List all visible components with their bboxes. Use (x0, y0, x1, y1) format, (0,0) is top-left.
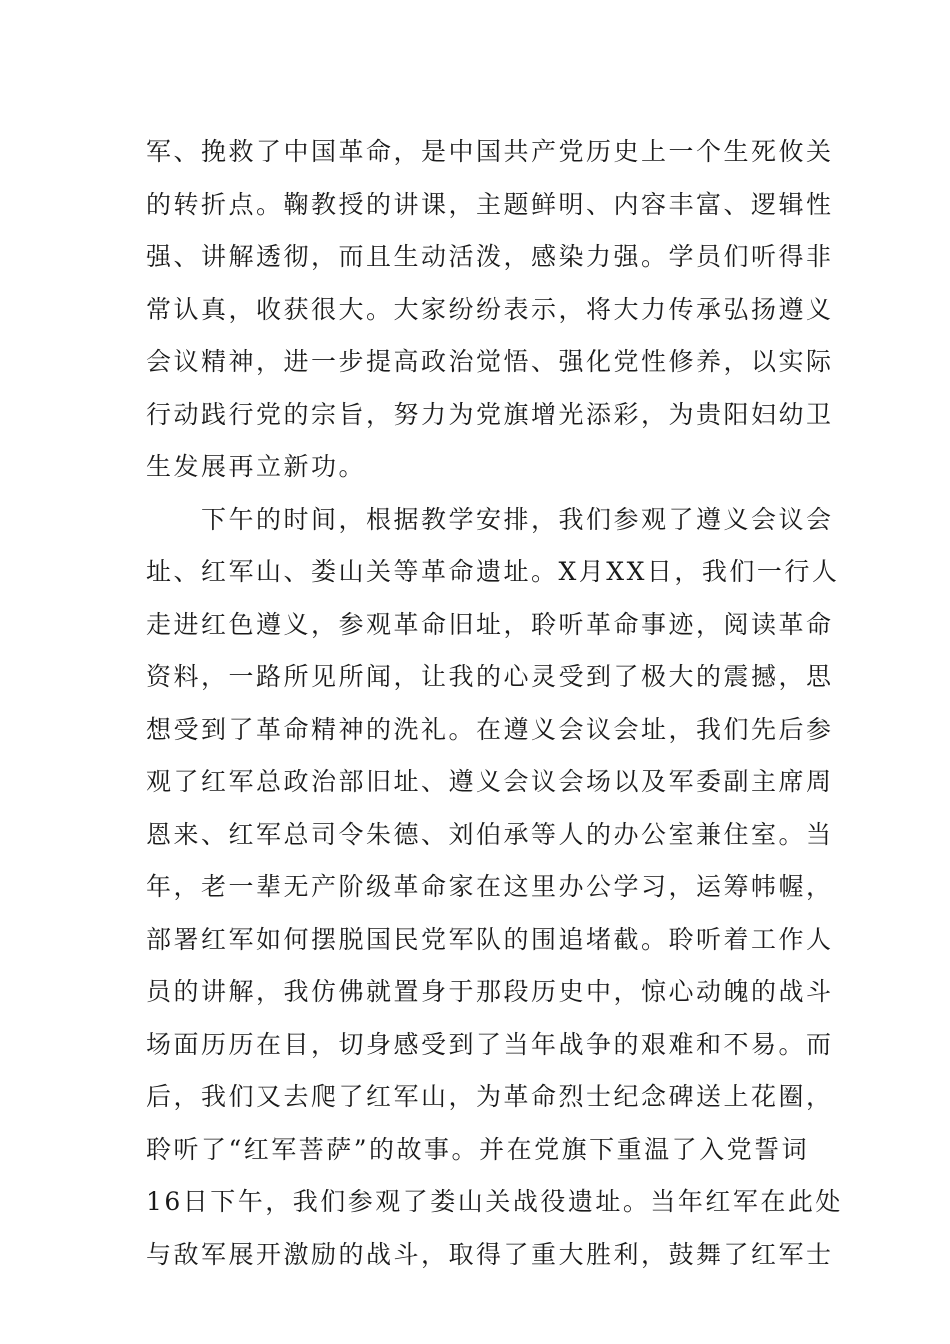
text-line: 强、讲解透彻，而且生动活泼，感染力强。学员们听得非 (146, 242, 834, 271)
text-line: 军、挽救了中国革命，是中国共产党历史上一个生死攸关 (146, 137, 834, 166)
text-line: 生发展再立新功。 (146, 452, 367, 481)
text-line: 走进红色遵义，参观革命旧址，聆听革命事迹，阅读革命 (146, 609, 834, 639)
text-line: 部署红军如何摆脱国民党军队的围追堵截。聆听着工作人 (146, 924, 834, 954)
text-line: 后，我们又去爬了红军山，为革命烈士纪念碑送上花圈， (146, 1082, 834, 1111)
text-line: 常认真，收获很大。大家纷纷表示，将大力传承弘扬遵义 (146, 294, 834, 324)
paragraph-start-line: 下午的时间，根据教学安排，我们参观了遵义会议会 (201, 504, 834, 534)
body-text (146, 126, 843, 1281)
text-line: 会议精神，进一步提高政治觉悟、强化党性修养，以实际 (146, 347, 834, 376)
text-line: 员的讲解，我仿佛就置身于那段历史中，惊心动魄的战斗 (146, 977, 834, 1006)
text-line: 资料，一路所见所闻，让我的心灵受到了极大的震撼，思 (146, 662, 834, 691)
text-line: 场面历历在目，切身感受到了当年战争的艰难和不易。而 (146, 1029, 834, 1059)
text-line: 16日下午，我们参观了娄山关战役遗址。当年红军在此处 (146, 1187, 843, 1216)
text-line: 行动践行党的宗旨，努力为党旗增光添彩，为贵阳妇幼卫 (146, 399, 834, 429)
text-line: 址、红军山、娄山关等革命遗址。X月XX日，我们一行人 (146, 557, 840, 586)
text-line: 与敌军展开激励的战斗，取得了重大胜利，鼓舞了红军士 (146, 1239, 834, 1269)
text-line: 年，老一辈无产阶级革命家在这里办公学习，运筹帏幄， (146, 872, 834, 901)
text-line: 想受到了革命精神的洗礼。在遵义会议会址，我们先后参 (146, 714, 834, 744)
text-line: 观了红军总政治部旧址、遵义会议会场以及军委副主席周 (146, 767, 834, 796)
text-line: 聆听了“红军菩萨”的故事。并在党旗下重温了入党誓词 (146, 1134, 810, 1164)
text-line: 恩来、红军总司令朱德、刘伯承等人的办公室兼住室。当 (146, 819, 834, 849)
text-line: 的转折点。鞠教授的讲课，主题鲜明、内容丰富、逻辑性 (146, 189, 834, 219)
